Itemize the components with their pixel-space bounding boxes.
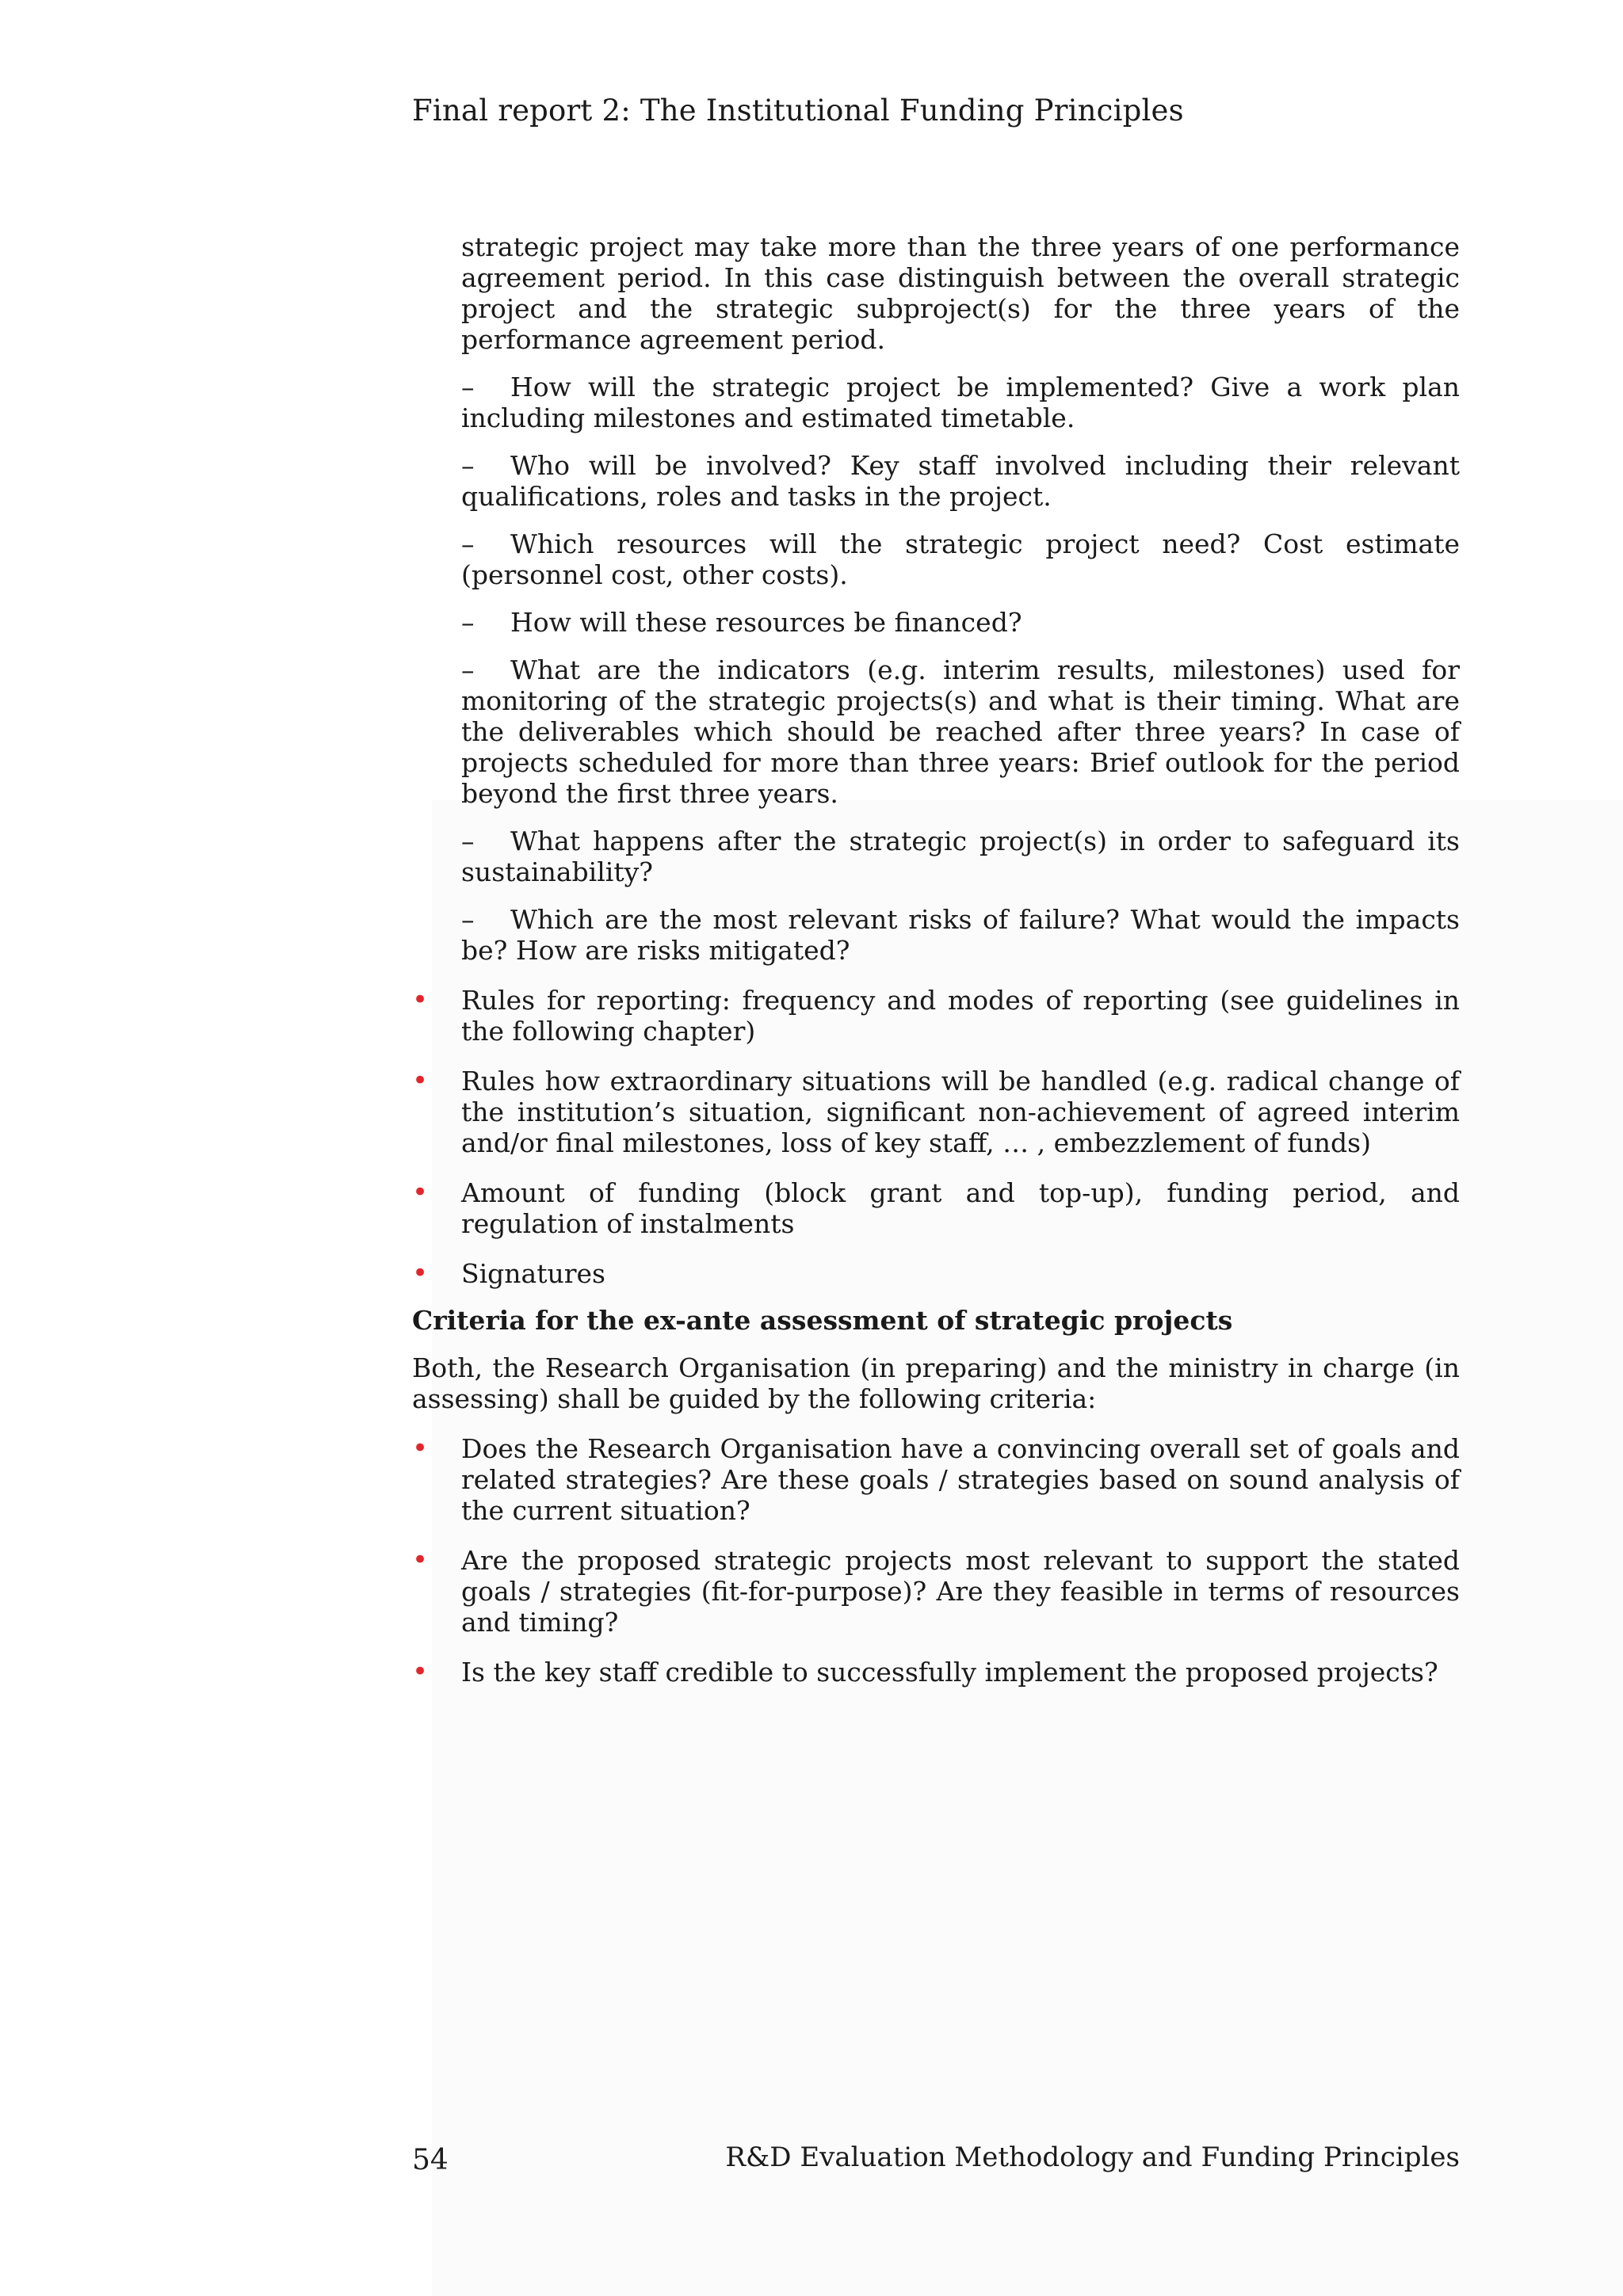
dash-item-text: How will the strategic project be implemented? Give a work plan including milestones and estimated timetable. (461, 372, 1460, 433)
bullet-item (412, 1545, 1460, 1638)
dash-item (461, 450, 1460, 512)
bullet-marker: • (412, 1065, 429, 1097)
bullet-marker: • (412, 1432, 429, 1464)
dash-marker: – (461, 654, 475, 685)
bullet-text: Are the proposed strategic projects most relevant to support the stated goals / strategies (fit-for-purpose)? Are they feasible in terms of resources and timing? (461, 1545, 1460, 1638)
dash-marker: – (461, 450, 475, 481)
bullet-marker: • (412, 1656, 429, 1688)
bullet-text: Signatures (461, 1258, 605, 1289)
bullet-item (412, 1066, 1460, 1158)
bullet-marker: • (412, 1544, 429, 1576)
bullet-item (412, 1258, 1460, 1289)
bullet-item (412, 1177, 1460, 1239)
bullet-marker: • (412, 1177, 429, 1208)
section-intro: Both, the Research Organisation (in preparing) and the ministry in charge (in assessing) shall be guided by the following criteria: (412, 1352, 1460, 1414)
page-number: 54 (412, 2144, 449, 2176)
bullet-item (412, 1657, 1460, 1688)
dash-item-text: How will these resources be financed? (510, 607, 1022, 638)
dash-item (461, 607, 1460, 638)
bullet-marker: • (412, 984, 429, 1016)
bullet-item (412, 1433, 1460, 1526)
running-header: Final report 2: The Institutional Funding Principles (412, 93, 1184, 128)
opening-paragraph: strategic project may take more than the three years of one performance agreement period. In this case distinguish between the overall strategic project and the strategic subproject(s) for the three years of the performance agreement period. (461, 231, 1460, 355)
dash-marker: – (461, 528, 475, 559)
dash-item (461, 372, 1460, 433)
section-heading: Criteria for the ex-ante assessment of strategic projects (412, 1305, 1233, 1336)
bullet-item (412, 985, 1460, 1047)
dash-item-text: Which are the most relevant risks of failure? What would the impacts be? How are risks mitigated? (461, 904, 1460, 966)
dash-item-text: Who will be involved? Key staff involved including their relevant qualifications, roles and tasks in the project. (461, 450, 1460, 512)
dash-marker: – (461, 826, 475, 856)
bullet-text: Does the Research Organisation have a convincing overall set of goals and related strategies? Are these goals / strategies based on sound analysis of the current situation? (461, 1433, 1460, 1526)
dash-marker: – (461, 904, 475, 935)
running-footer: R&D Evaluation Methodology and Funding Principles (725, 2142, 1460, 2173)
bullet-text: Is the key staff credible to successfully implement the proposed projects? (461, 1657, 1438, 1688)
bullet-text: Amount of funding (block grant and top-up), funding period, and regulation of instalments (461, 1177, 1460, 1239)
bullet-text: Rules for reporting: frequency and modes of reporting (see guidelines in the following chapter) (461, 985, 1460, 1047)
dash-item (461, 826, 1460, 887)
dash-item-text: Which resources will the strategic project need? Cost estimate (personnel cost, other costs). (461, 528, 1460, 590)
main-content (412, 231, 1460, 1688)
dash-marker: – (461, 372, 475, 402)
dash-marker: – (461, 607, 475, 638)
dash-item (461, 528, 1460, 590)
bullet-text: Rules how extraordinary situations will be handled (e.g. radical change of the institution’s situation, significant non-achievement of agreed interim and/or final milestones, loss of key staff, … , embezzlement of funds) (461, 1066, 1460, 1158)
dash-item (461, 654, 1460, 809)
dash-item-text: What are the indicators (e.g. interim results, milestones) used for monitoring of the strategic projects(s) and what is their timing. What are the deliverables which should be reached after three years? In case of projects scheduled for more than three years: Brief outlook for the period beyond the first three years. (461, 654, 1460, 809)
dash-item (461, 904, 1460, 966)
bullet-marker: • (412, 1257, 429, 1289)
dash-item-text: What happens after the strategic project(s) in order to safeguard its sustainability? (461, 826, 1460, 887)
